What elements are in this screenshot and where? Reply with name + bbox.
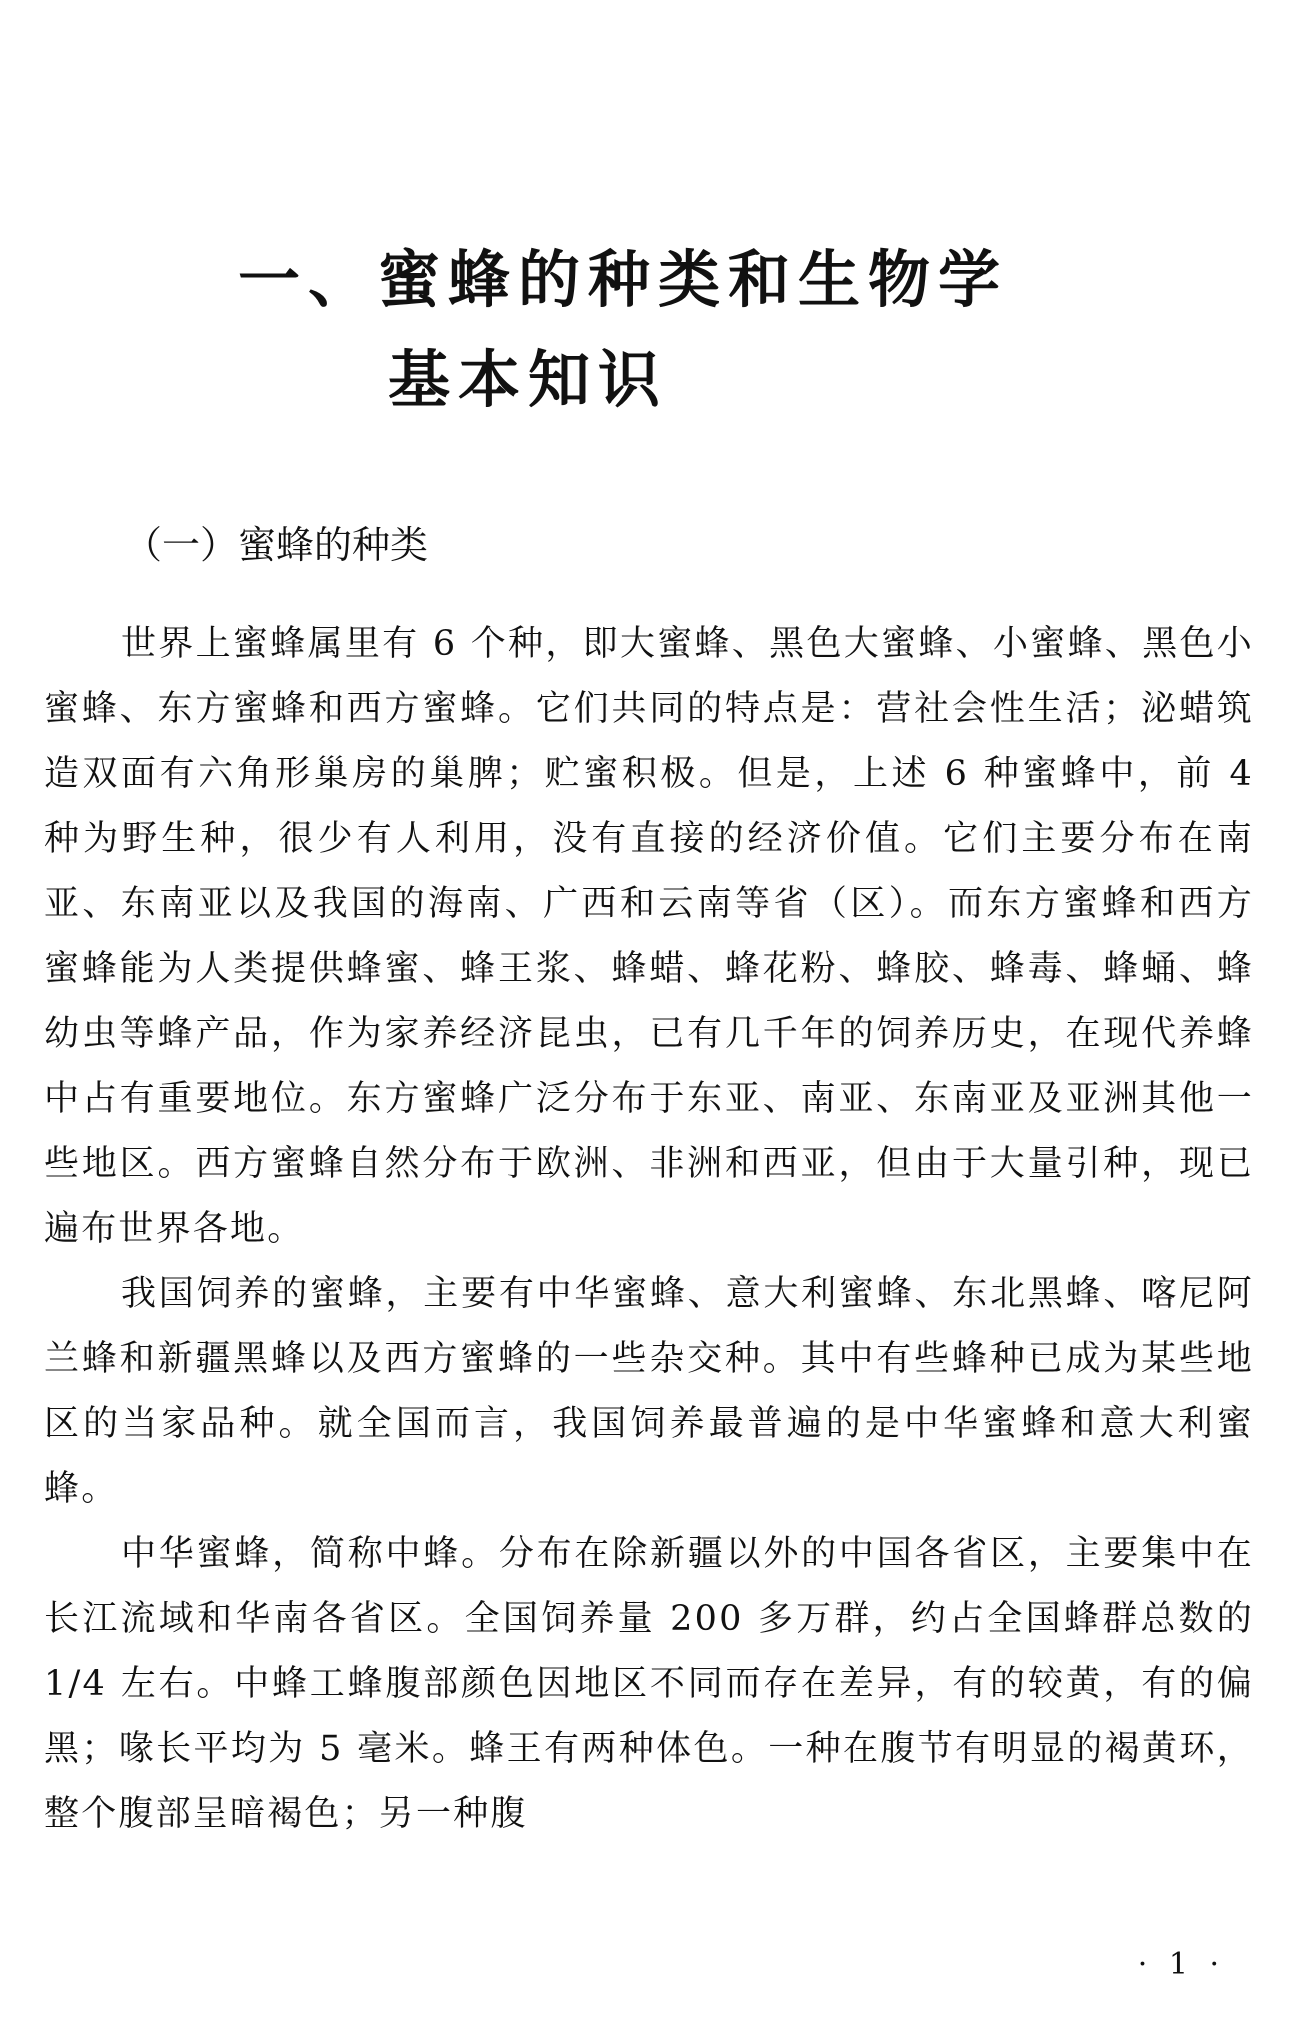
paragraph: 中华蜜蜂，简称中蜂。分布在除新疆以外的中国各省区，主要集中在长江流域和华南各省区。全国饲养量 200 多万群，约占全国蜂群总数的 1/4 左右。中蜂工蜂腹部颜色因地区不同而存在差异，有的较黄，有的偏黑；喙长平均为 5 毫米。蜂王有两种体色。一种在腹节有明显的褐黄环，整个腹部呈暗褐色；另一种腹	[44, 1534, 1254, 1834]
chapter-title	[0, 230, 1305, 430]
body-text	[44, 612, 1254, 1847]
chapter-title-line-2: 基本知识	[388, 343, 669, 416]
paragraph: 我国饲养的蜜蜂，主要有中华蜜蜂、意大利蜜蜂、东北黑蜂、喀尼阿兰蜂和新疆黑蜂以及西方蜜蜂的一些杂交种。其中有些蜂种已成为某些地区的当家品种。就全国而言，我国饲养最普遍的是中华蜜蜂和意大利蜜蜂。	[44, 1274, 1254, 1509]
chapter-title-line-1: 一、蜜蜂的种类和生物学	[238, 243, 1009, 316]
section-heading: （一）蜜蜂的种类	[124, 523, 429, 567]
paragraph: 世界上蜜蜂属里有 6 个种，即大蜜蜂、黑色大蜜蜂、小蜜蜂、黑色小蜜蜂、东方蜜蜂和西方蜜蜂。它们共同的特点是：营社会性生活；泌蜡筑造双面有六角形巢房的巢脾；贮蜜积极。但是，上述 6 种蜜蜂中，前 4 种为野生种，很少有人利用，没有直接的经济价值。它们主要分布在南亚、东南亚以及我国的海南、广西和云南等省（区）。而东方蜜蜂和西方蜜蜂能为人类提供蜂蜜、蜂王浆、蜂蜡、蜂花粉、蜂胶、蜂毒、蜂蛹、蜂幼虫等蜂产品，作为家养经济昆虫，已有几千年的饲养历史，在现代养蜂中占有重要地位。东方蜜蜂广泛分布于东亚、南亚、东南亚及亚洲其他一些地区。西方蜜蜂自然分布于欧洲、非洲和西亚，但由于大量引种，现已遍布世界各地。	[44, 624, 1254, 1249]
page-number: · 1 ·	[1137, 1947, 1225, 1982]
